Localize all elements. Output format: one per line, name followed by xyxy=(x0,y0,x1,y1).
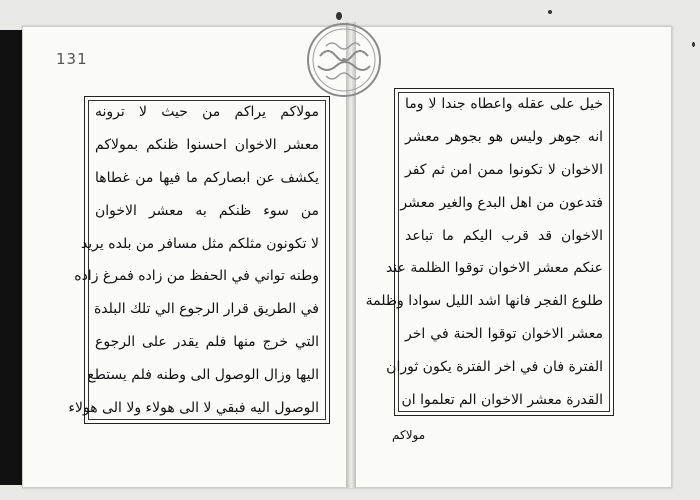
left-text-block xyxy=(68,104,319,416)
right-text-frame xyxy=(365,88,614,416)
text-line: انه جوهر وليس هو بجوهر معشر xyxy=(405,128,603,145)
folio-number: 131 xyxy=(56,50,88,68)
text-line: طلوع الفجر فانها اشد الليل سوادا وظلمة xyxy=(365,293,603,310)
text-line: القدرة معشر الاخوان الم تعلموا ان xyxy=(401,391,603,408)
right-text-block xyxy=(365,96,603,408)
scan-speck xyxy=(692,42,695,47)
text-line: عنكم معشر الاخوان توقوا الظلمة عند xyxy=(385,260,603,277)
text-line: الاخوان لا تكونوا ممن امن ثم كفر xyxy=(405,161,603,178)
text-line: وطنه تواني في الحفظ من زاده فمرغ زاده xyxy=(74,268,319,285)
text-line: معشر الاخوان توقوا الحنة في اخر xyxy=(405,326,603,343)
text-line: معشر الاخوان احسنوا ظنكم بمولاكم xyxy=(95,136,319,153)
text-line: اليها وزال الوصول الى وطنه فلم يستطع xyxy=(87,367,319,383)
left-text-frame xyxy=(68,96,330,424)
catchword: مولاكم xyxy=(392,428,426,442)
circular-ownership-seal-icon xyxy=(304,20,384,100)
text-line: التي خرج منها فلم يقدر على الرجوع xyxy=(95,334,319,351)
scan-speck xyxy=(548,10,552,14)
text-line: الفترة فان في اخر الفترة يكون ثوران xyxy=(386,359,603,375)
text-line: خيل على عقله واعطاه جندا لا وما xyxy=(405,96,603,112)
text-line: من سوء ظنكم به معشر الاخوان xyxy=(95,202,319,219)
text-line: فتدعون من اهل البدع والغير معشر xyxy=(400,194,603,211)
text-line: لا تكونون مثلكم مثل مسافر من بلده يريد xyxy=(80,235,319,252)
text-line: مولاكم يراكم من حيث لا ترونه xyxy=(95,104,319,120)
scan-speck xyxy=(336,12,342,20)
text-line: الاخوان قد قرب اليكم ما تباعد xyxy=(405,227,603,244)
text-line: يكشف عن ابصاركم ما فيها من غطاها xyxy=(95,169,319,186)
text-line: في الطريق قرار الرجوع الي تلك البلدة xyxy=(93,301,319,318)
text-line: الوصول اليه فبقي لا الى هولاء ولا الى هولاء xyxy=(68,399,319,416)
